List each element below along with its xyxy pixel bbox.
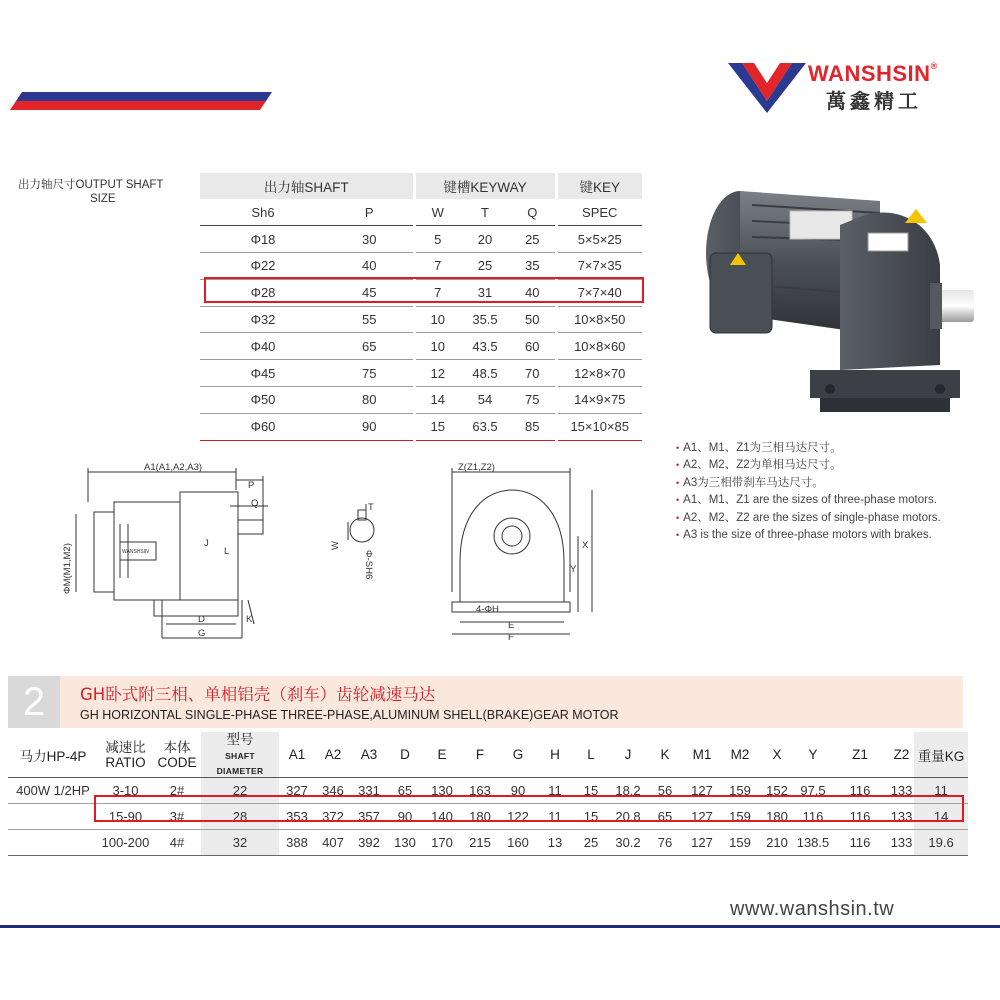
brand-cn-name: 萬鑫精工 <box>826 89 922 113</box>
shaft-cell-q: 25 <box>510 226 556 253</box>
col-l: L <box>573 732 609 778</box>
spec-cell-h: 11 <box>537 804 573 830</box>
section-title-cn: GH卧式附三相、单相铝壳（刹车）齿轮减速马达 <box>80 685 436 704</box>
spec-cell-a2: 346 <box>315 778 351 804</box>
spec-cell-m1: 127 <box>683 778 721 804</box>
dim-l: L <box>224 546 230 557</box>
spec-cell-y: 116 <box>795 804 831 830</box>
shaft-table-row <box>200 226 642 253</box>
shaft-cell-p: 80 <box>326 387 414 414</box>
shaft-cell-t: 54 <box>460 387 510 414</box>
dim-f: F <box>508 632 514 642</box>
shaft-cell-q: 50 <box>510 306 556 333</box>
output-shaft-table <box>200 173 642 441</box>
spec-cell-code: 2# <box>153 778 201 804</box>
col-h: H <box>537 732 573 778</box>
spec-cell-z2: 133 <box>889 778 914 804</box>
spec-cell-h: 11 <box>537 778 573 804</box>
spec-cell-k: 56 <box>647 778 683 804</box>
dim-g: G <box>198 628 206 639</box>
dim-a: A1(A1,A2,A3) <box>144 462 203 473</box>
spec-cell-a2: 372 <box>315 804 351 830</box>
dim-y: Y <box>570 564 577 575</box>
col-a1: A1 <box>279 732 315 778</box>
spec-cell-x: 152 <box>759 778 795 804</box>
spec-cell-l: 15 <box>573 778 609 804</box>
spec-cell-z2: 133 <box>889 804 914 830</box>
shaft-cell-t: 35.5 <box>460 306 510 333</box>
spec-cell-m1: 127 <box>683 804 721 830</box>
spec-cell-weight: 19.6 <box>914 830 968 856</box>
spec-cell-m2: 159 <box>721 778 759 804</box>
spec-cell-m2: 159 <box>721 830 759 856</box>
col-k: K <box>647 732 683 778</box>
spec-cell-code: 4# <box>153 830 201 856</box>
spec-cell-d: 90 <box>387 804 423 830</box>
shaft-cell-t: 25 <box>460 253 510 280</box>
spec-cell-m2: 159 <box>721 804 759 830</box>
shaft-cell-w: 7 <box>414 253 460 280</box>
bullet-icon: • <box>676 477 680 488</box>
shaft-cell-q: 75 <box>510 387 556 414</box>
shaft-label-cn: 出力轴尺寸 <box>18 179 76 191</box>
dim-q: Q <box>251 498 259 509</box>
bullet-icon: • <box>676 443 680 453</box>
note-item <box>676 510 941 527</box>
note-text: A1、M1、Z1 are the sizes of three-phase motors. <box>683 494 937 507</box>
shaft-cell-w: 5 <box>414 226 460 253</box>
section-title-en: GH HORIZONTAL SINGLE-PHASE THREE-PHASE,ALUMINUM SHELL(BRAKE)GEAR MOTOR <box>80 708 619 722</box>
shaft-cell-spec: 14×9×75 <box>556 387 642 414</box>
shaft-cell-sh6: Φ32 <box>200 306 326 333</box>
dim-p: P <box>248 480 255 491</box>
col-t: T <box>460 199 510 226</box>
shaft-cell-sh6: Φ40 <box>200 333 326 360</box>
shaft-cell-sh6: Φ60 <box>200 413 326 440</box>
shaft-cell-q: 40 <box>510 279 556 306</box>
spec-cell-e: 130 <box>423 778 461 804</box>
shaft-cell-sh6: Φ45 <box>200 360 326 387</box>
spec-cell-y: 97.5 <box>795 778 831 804</box>
gear-motor-image <box>690 165 980 430</box>
shaft-table-row <box>200 253 642 280</box>
shaft-cell-t: 20 <box>460 226 510 253</box>
shaft-table-row <box>200 333 642 360</box>
bullet-icon: • <box>676 512 680 523</box>
shaft-cell-sh6: Φ18 <box>200 226 326 253</box>
note-item <box>676 457 941 474</box>
spec-cell-l: 15 <box>573 804 609 830</box>
shaft-cell-w: 7 <box>414 279 460 306</box>
gear-motor-spec-table <box>8 732 968 856</box>
dim-t: T <box>368 502 374 513</box>
spec-cell-d: 65 <box>387 778 423 804</box>
spec-cell-hp: 400W 1/2HP <box>8 778 98 804</box>
shaft-cell-t: 31 <box>460 279 510 306</box>
note-item <box>676 475 941 492</box>
dim-x: X <box>582 540 589 551</box>
note-text: A2、M2、Z2为单相马达尺寸。 <box>683 459 842 472</box>
dim-w: W <box>330 541 341 550</box>
shaft-cell-spec: 10×8×50 <box>556 306 642 333</box>
dim-m: ΦM(M1,M2) <box>62 543 73 594</box>
spec-cell-ratio: 100-200 <box>98 830 153 856</box>
group-header-keyway: 键槽KEYWAY <box>414 173 556 199</box>
note-text: A1、M1、Z1为三相马达尺寸。 <box>683 442 842 454</box>
col-f: F <box>461 732 499 778</box>
side-view-drawing <box>58 462 278 647</box>
spec-cell-f: 215 <box>461 830 499 856</box>
dim-k: K <box>246 614 253 625</box>
col-code: 本体 CODE <box>153 732 201 778</box>
col-x: X <box>759 732 795 778</box>
shaft-cell-spec: 7×7×40 <box>556 279 642 306</box>
spec-cell-shaft: 28 <box>201 804 279 830</box>
col-z1: Z1 <box>831 732 889 778</box>
footer-line <box>0 925 1000 928</box>
shaft-cell-w: 14 <box>414 387 460 414</box>
highlight-shaft-row <box>204 277 644 303</box>
col-j: J <box>609 732 647 778</box>
spec-cell-g: 122 <box>499 804 537 830</box>
spec-cell-a3: 357 <box>351 804 387 830</box>
spec-cell-x: 180 <box>759 804 795 830</box>
spec-cell-a1: 353 <box>279 804 315 830</box>
shaft-label-en: OUTPUT SHAFT <box>75 179 164 191</box>
col-m2: M2 <box>721 732 759 778</box>
notes-list <box>676 440 941 544</box>
spec-cell-hp <box>8 804 98 830</box>
shaft-cell-w: 12 <box>414 360 460 387</box>
spec-cell-l: 25 <box>573 830 609 856</box>
shaft-cell-t: 43.5 <box>460 333 510 360</box>
spec-cell-code: 3# <box>153 804 201 830</box>
spec-cell-weight: 14 <box>914 804 968 830</box>
col-q: Q <box>510 199 556 226</box>
brand-name: WANSHSIN® <box>808 61 938 86</box>
shaft-cell-p: 40 <box>326 253 414 280</box>
spec-cell-hp <box>8 830 98 856</box>
shaft-cell-spec: 15×10×85 <box>556 413 642 440</box>
spec-cell-k: 65 <box>647 804 683 830</box>
col-e: E <box>423 732 461 778</box>
spec-cell-g: 160 <box>499 830 537 856</box>
note-text: A2、M2、Z2 are the sizes of single-phase motors. <box>683 511 941 524</box>
spec-cell-a3: 331 <box>351 778 387 804</box>
spec-cell-shaft: 22 <box>201 778 279 804</box>
shaft-cell-p: 75 <box>326 360 414 387</box>
shaft-cell-q: 60 <box>510 333 556 360</box>
shaft-label-en-2: SIZE <box>90 193 116 205</box>
spec-cell-ratio: 15-90 <box>98 804 153 830</box>
spec-cell-h: 13 <box>537 830 573 856</box>
motor-plate-label: WANSHSIN <box>122 549 149 555</box>
shaft-cell-p: 65 <box>326 333 414 360</box>
col-spec: SPEC <box>556 199 642 226</box>
shaft-cell-p: 90 <box>326 413 414 440</box>
col-hp: 马力HP-4P <box>8 732 98 778</box>
spec-cell-f: 163 <box>461 778 499 804</box>
note-item <box>676 527 941 544</box>
spec-cell-x: 210 <box>759 830 795 856</box>
shaft-table-sub-header <box>200 199 642 226</box>
shaft-cell-spec: 12×8×70 <box>556 360 642 387</box>
shaft-cell-sh6: Φ50 <box>200 387 326 414</box>
shaft-table-label <box>18 178 198 206</box>
shaft-cell-spec: 10×8×60 <box>556 333 642 360</box>
col-shaft-diameter: 型号 SHAFT DIAMETER <box>201 732 279 778</box>
spec-cell-z1: 116 <box>831 804 889 830</box>
spec-cell-j: 30.2 <box>609 830 647 856</box>
spec-cell-a3: 392 <box>351 830 387 856</box>
dim-sh: Φ-SH6 <box>363 550 374 580</box>
spec-cell-m1: 127 <box>683 830 721 856</box>
shaft-table-group-header <box>200 173 642 199</box>
col-z2: Z2 <box>889 732 914 778</box>
note-item <box>676 440 941 457</box>
section-number: 2 <box>8 676 60 728</box>
shaft-cell-t: 63.5 <box>460 413 510 440</box>
spec-cell-k: 76 <box>647 830 683 856</box>
shaft-cell-p: 30 <box>326 226 414 253</box>
col-g: G <box>499 732 537 778</box>
col-weight: 重量KG <box>914 732 968 778</box>
shaft-cell-w: 10 <box>414 306 460 333</box>
shaft-cell-spec: 5×5×25 <box>556 226 642 253</box>
dim-j: J <box>204 538 209 549</box>
front-view-drawing <box>430 462 600 642</box>
dim-d: D <box>198 614 205 625</box>
dim-z: Z(Z1,Z2) <box>458 462 495 473</box>
shaft-cell-q: 85 <box>510 413 556 440</box>
wanshsin-logo-icon <box>728 57 806 113</box>
shaft-cell-p: 55 <box>326 306 414 333</box>
spec-cell-weight: 11 <box>914 778 968 804</box>
col-ratio: 减速比 RATIO <box>98 732 153 778</box>
shaft-cell-q: 70 <box>510 360 556 387</box>
spec-cell-f: 180 <box>461 804 499 830</box>
spec-cell-y: 138.5 <box>795 830 831 856</box>
shaft-cell-w: 15 <box>414 413 460 440</box>
bullet-icon: • <box>676 495 680 506</box>
spec-cell-shaft: 32 <box>201 830 279 856</box>
group-header-shaft: 出力轴SHAFT <box>200 173 414 199</box>
spec-cell-e: 140 <box>423 804 461 830</box>
col-d: D <box>387 732 423 778</box>
shaft-key-drawing <box>330 500 390 590</box>
note-text: A3为三相带刹车马达尺寸。 <box>683 476 824 489</box>
header-stripe <box>10 92 272 110</box>
shaft-table-row <box>200 387 642 414</box>
shaft-cell-spec: 7×7×35 <box>556 253 642 280</box>
spec-table-header <box>8 732 968 778</box>
shaft-cell-sh6: Φ22 <box>200 253 326 280</box>
dim-h: 4-ΦH <box>476 604 499 615</box>
shaft-table-row <box>200 360 642 387</box>
spec-table-row <box>8 830 968 856</box>
shaft-cell-sh6: Φ28 <box>200 279 326 306</box>
shaft-cell-q: 35 <box>510 253 556 280</box>
website-url[interactable]: www.wanshsin.tw <box>730 898 895 920</box>
brand-logo <box>728 55 978 115</box>
bullet-icon: • <box>676 530 680 541</box>
spec-cell-d: 130 <box>387 830 423 856</box>
spec-cell-j: 18.2 <box>609 778 647 804</box>
shaft-table-row <box>200 306 642 333</box>
group-header-key: 键KEY <box>556 173 642 199</box>
shaft-cell-t: 48.5 <box>460 360 510 387</box>
col-y: Y <box>795 732 831 778</box>
note-text: A3 is the size of three-phase motors with brakes. <box>683 529 932 542</box>
col-a3: A3 <box>351 732 387 778</box>
spec-cell-a2: 407 <box>315 830 351 856</box>
bullet-icon: • <box>676 460 680 471</box>
col-p: P <box>326 199 414 226</box>
note-item <box>676 492 941 509</box>
col-m1: M1 <box>683 732 721 778</box>
spec-cell-a1: 388 <box>279 830 315 856</box>
spec-cell-ratio: 3-10 <box>98 778 153 804</box>
spec-cell-z1: 116 <box>831 778 889 804</box>
shaft-cell-w: 10 <box>414 333 460 360</box>
shaft-table-row <box>200 413 642 440</box>
spec-cell-z1: 116 <box>831 830 889 856</box>
col-a2: A2 <box>315 732 351 778</box>
spec-cell-e: 170 <box>423 830 461 856</box>
col-w: W <box>414 199 460 226</box>
col-sh6: Sh6 <box>200 199 326 226</box>
spec-cell-a1: 327 <box>279 778 315 804</box>
spec-cell-g: 90 <box>499 778 537 804</box>
highlight-spec-row <box>94 795 964 822</box>
dim-e: E <box>508 620 515 631</box>
shaft-cell-p: 45 <box>326 279 414 306</box>
spec-cell-z2: 133 <box>889 830 914 856</box>
spec-cell-j: 20.8 <box>609 804 647 830</box>
